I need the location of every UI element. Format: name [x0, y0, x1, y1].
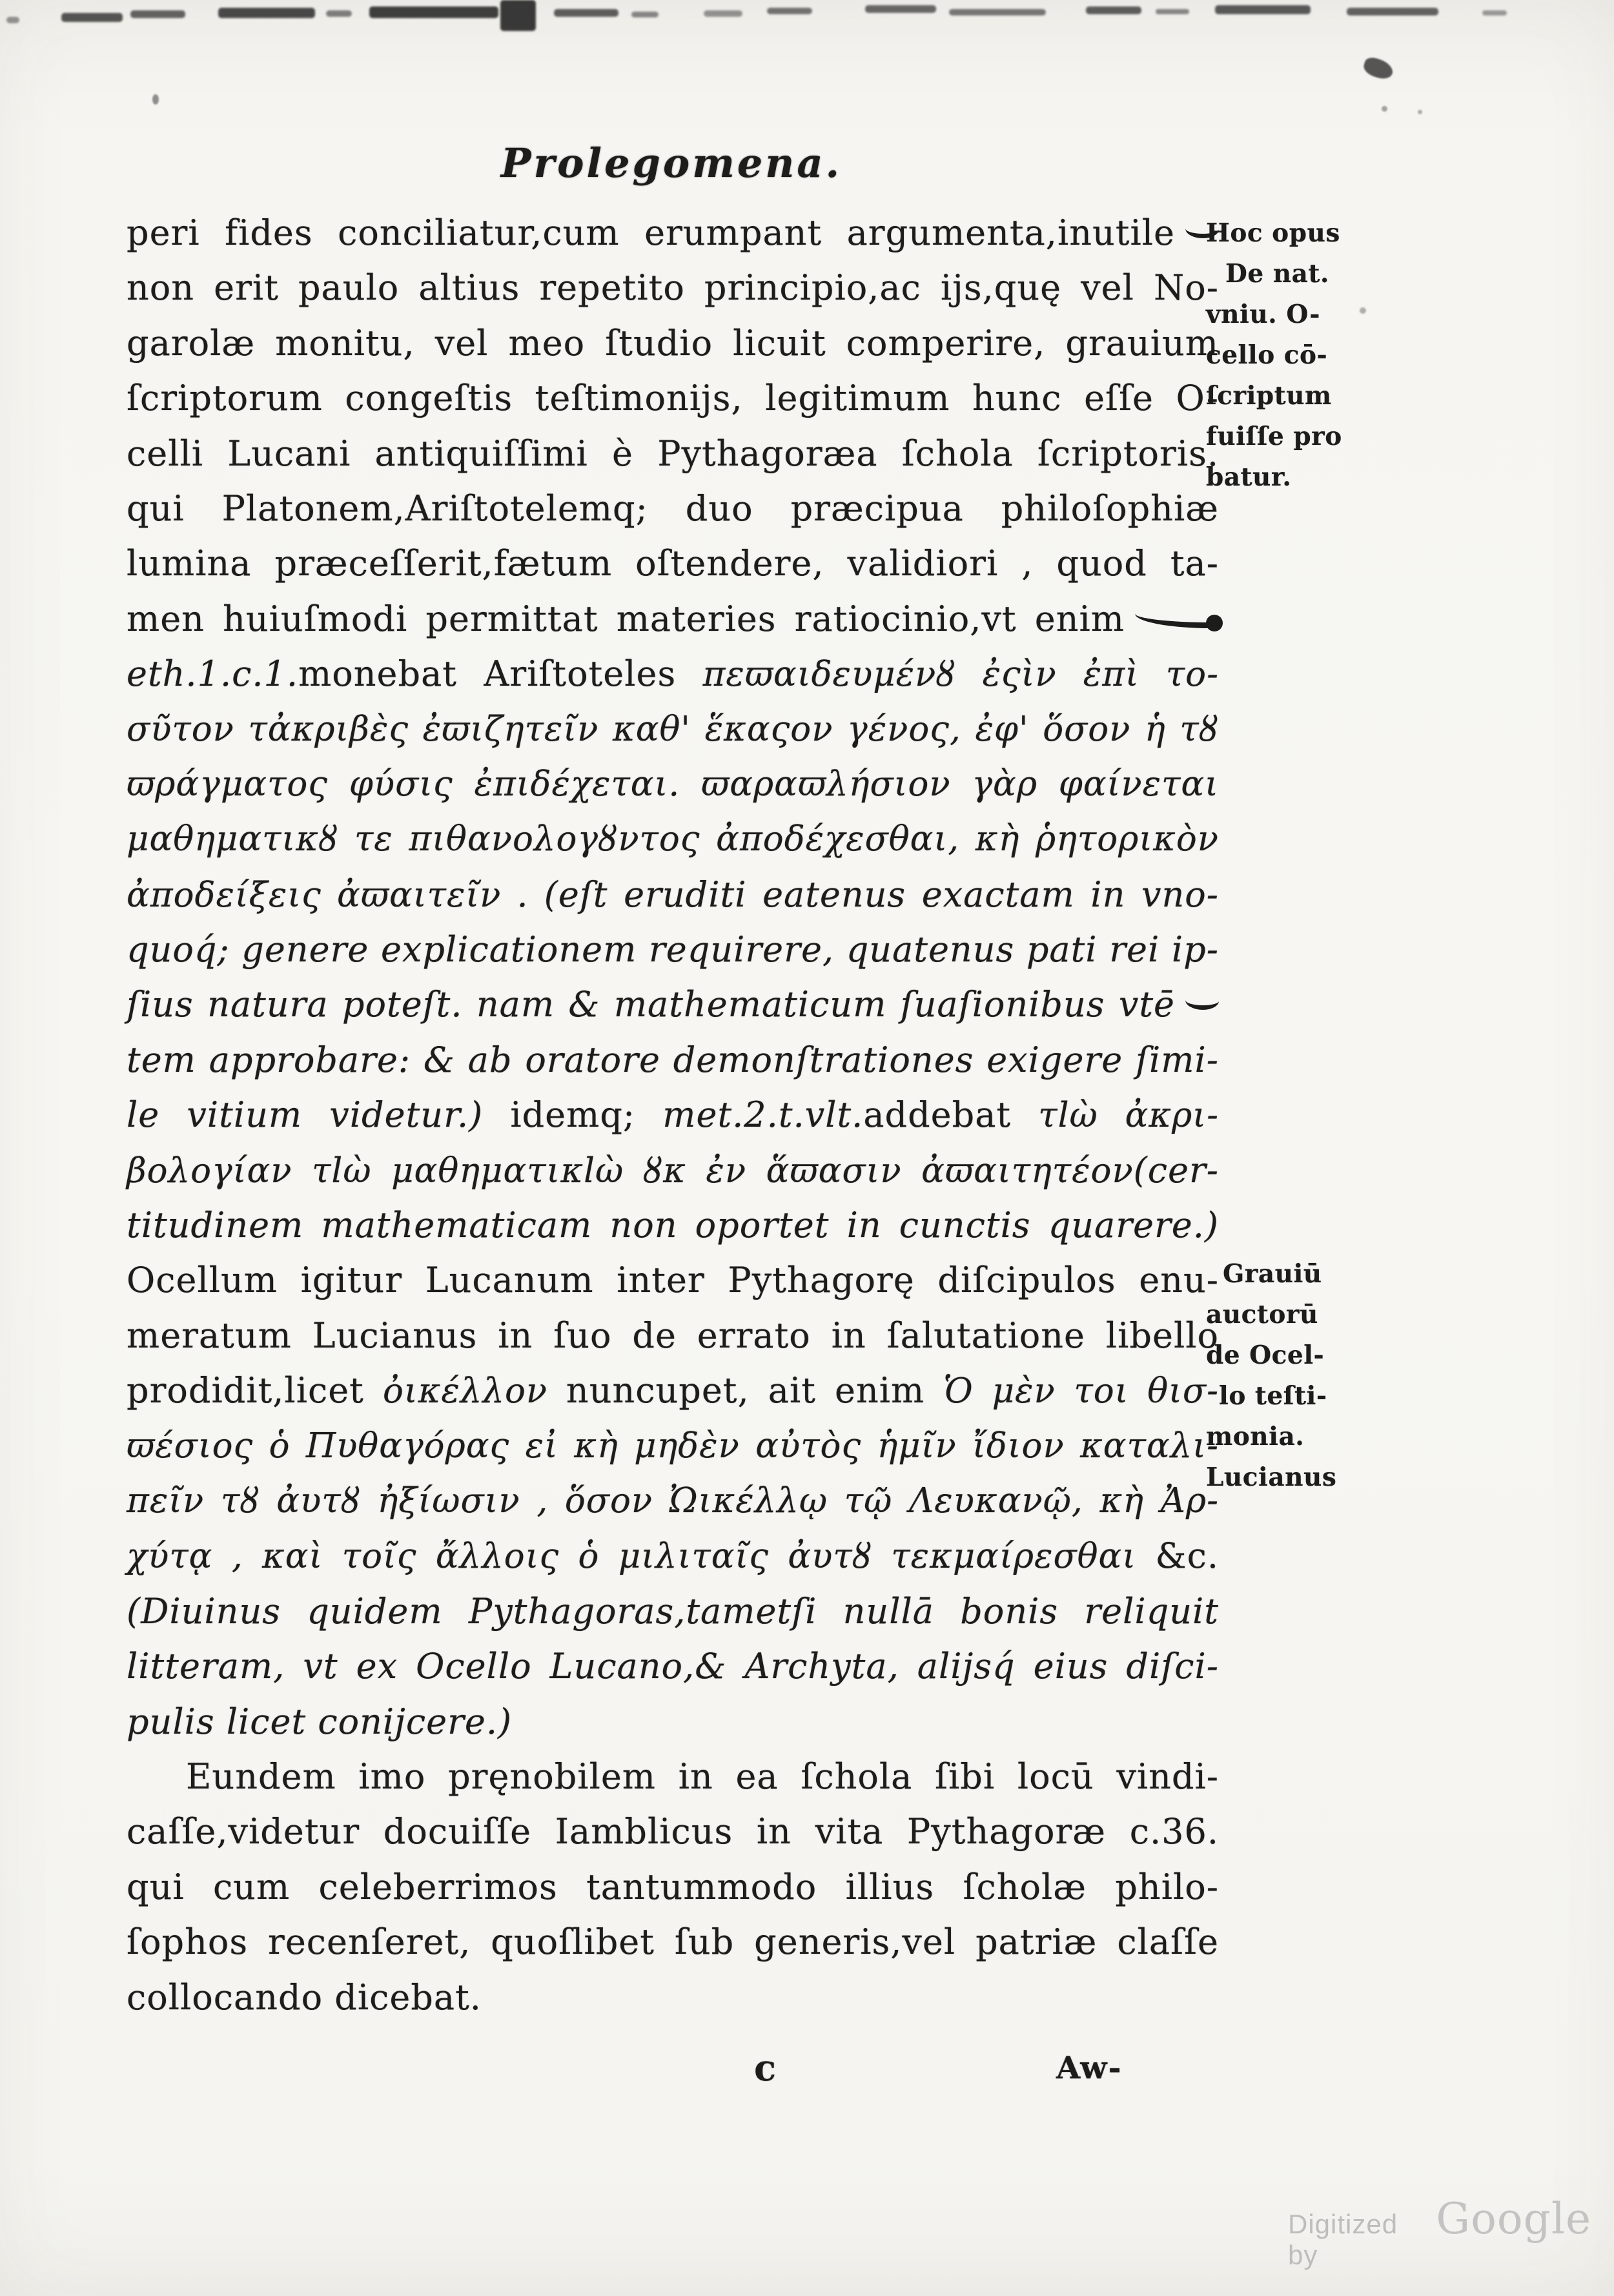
text-line	[127, 260, 1219, 315]
scan-edge-artifact	[767, 8, 812, 14]
italic-text-segment: (Diuinus quidem Pythagoras,tametſi nullā bonis reliquit	[127, 1590, 1219, 1632]
roman-text-segment: ſcriptorum congeſtis teſtimonijs, legitimum hunc eſſe O-	[127, 378, 1219, 419]
roman-text-segment: non erit paulo altius repetito principio,ac ijs,quę vel No-	[127, 267, 1219, 309]
scan-edge-artifact	[865, 5, 936, 13]
text-line	[127, 481, 1219, 536]
italic-text-segment: ſius natura poteſt. nam & mathematicum ſuaſionibus vtē	[127, 984, 1175, 1025]
roman-text-segment: ſophos recenſeret, quoſlibet ſub generis,vel patriæ claſſe	[127, 1922, 1219, 1963]
scan-edge-artifact	[218, 8, 315, 18]
main-text-block	[127, 205, 1219, 2025]
text-line	[127, 1584, 1219, 1639]
roman-text-segment: &c.	[1155, 1535, 1219, 1577]
text-line	[127, 646, 1219, 701]
italic-text-segment: litteram, vt ex Ocello Lucano,& Archyta, alijsq́ eius diſci-	[127, 1646, 1219, 1687]
text-line	[127, 1639, 1219, 1694]
text-line	[127, 1749, 1219, 1804]
margin-note-line: Lucianus	[1206, 1462, 1337, 1492]
roman-text-segment: collocando dicebat.	[127, 1976, 482, 2018]
scan-edge-artifact	[1482, 10, 1507, 15]
watermark-digitized-label: Digitized by	[1288, 2209, 1398, 2270]
margin-note-line: De nat.	[1225, 259, 1329, 289]
roman-text-segment: nuncupet, ait enim	[566, 1370, 944, 1411]
text-line	[127, 1419, 1219, 1473]
text-line	[127, 702, 1219, 757]
margin-note-line: monia.	[1206, 1422, 1305, 1451]
text-line	[127, 757, 1219, 812]
scan-edge-artifact	[631, 12, 659, 17]
margin-note-line: vniu. O-	[1206, 300, 1320, 329]
gathering-signature-mark: c	[754, 2047, 777, 2089]
greek-text-segment: πεϖαιδευμένȣ ἐςὶν ἐπὶ το-	[702, 655, 1219, 695]
margin-note-line: fuiſſe pro	[1206, 422, 1342, 451]
scan-speck-artifact	[1360, 307, 1366, 314]
roman-text-segment: Ocellum igitur Lucanum inter Pythagorę diſcipulos enu-	[127, 1260, 1219, 1301]
italic-text-segment: quoq́; genere explicationem requirere, quatenus pati rei ip-	[127, 929, 1219, 970]
italic-text-segment: met.2.t.vlt.	[662, 1094, 864, 1136]
greek-text-segment: ὀικέλλον	[382, 1371, 566, 1411]
greek-text-segment: μαθηματικȣ τε πιθανολογȣντος ἀποδέχεσθαι, κὴ ῥητορικὸν	[127, 819, 1219, 859]
text-line	[127, 1143, 1219, 1198]
roman-text-segment: celli Lucani antiquiſſimi è Pythagoræa ſchola ſcriptoris.	[127, 433, 1219, 474]
greek-text-segment: βολογίαν τlὼ μαθηματικlὼ ȣκ ἐν ἅϖασιν ἀϖαιτητέον	[127, 1151, 1134, 1191]
roman-text-segment: qui cum celeberrimos tantummodo illius ſcholæ philo-	[127, 1866, 1219, 1907]
greek-text-segment: ϖράγματος φύσις ἐπιδέχεται. ϖαραϖλήσιον γὰρ φαίνεται	[127, 764, 1219, 804]
greek-text-segment: σῦτον τἀκριβὲς ἐϖιζητεῖν καθ' ἕκαςον γένος, ἐφ' ὅσον ἡ τȣ	[127, 709, 1219, 749]
text-line	[127, 1970, 1219, 2025]
text-line	[127, 977, 1219, 1032]
line-end-flourish-icon	[1135, 612, 1219, 628]
text-line	[127, 922, 1219, 977]
scan-edge-artifact	[326, 10, 352, 17]
scan-edge-artifact	[500, 0, 536, 31]
roman-text-segment: monebat Ariſtoteles	[298, 653, 703, 695]
text-line	[127, 1804, 1219, 1859]
scan-speck-artifact	[1382, 106, 1387, 112]
margin-note-line: cello cō-	[1206, 340, 1328, 370]
margin-note-2	[1206, 1254, 1380, 1498]
text-line	[127, 867, 1219, 922]
roman-text-segment: addebat	[863, 1094, 1039, 1136]
italic-text-segment: le vitium videtur.)	[127, 1094, 511, 1136]
google-watermark	[1288, 2194, 1591, 2271]
text-line	[127, 1914, 1219, 1969]
text-line	[127, 1087, 1219, 1142]
greek-text-segment: τlὼ ἀκρι-	[1038, 1096, 1219, 1136]
scan-edge-artifact	[1215, 5, 1311, 14]
scan-speck-artifact	[1418, 110, 1422, 114]
catchword: Aw-	[1056, 2050, 1123, 2086]
page-title: Prolegomena.	[500, 139, 843, 187]
scan-edge-artifact	[949, 9, 1046, 15]
roman-text-segment: caſſe,videtur docuiſſe Iamblicus in vita Pythagoræ c.36.	[127, 1811, 1219, 1852]
scan-edge-artifact	[1086, 6, 1141, 14]
roman-text-segment: men huiuſmodi permittat materies ratiocinio,vt enim	[127, 598, 1125, 639]
greek-text-segment: ἀποδείξεις ἀϖαιτεῖν .	[127, 875, 544, 915]
text-line	[127, 1528, 1219, 1583]
margin-note-line: lo teſti-	[1219, 1381, 1327, 1411]
margin-note-line: Grauiū	[1223, 1259, 1322, 1289]
greek-text-segment: πεῖν τȣ ἀυτȣ ἠξίωσιν , ὅσον Ὠικέλλῳ τῷ Λευκανῷ, κὴ Ἀρ-	[127, 1481, 1219, 1521]
text-line	[127, 426, 1219, 481]
greek-text-segment: ϖέσιος ὁ Πυθαγόρας εἰ κὴ μηδὲν αὐτὸς ἡμῖν ἴδιον καταλι-	[127, 1426, 1219, 1466]
text-line	[127, 1032, 1219, 1087]
roman-text-segment: garolæ monitu, vel meo ſtudio licuit comperire, grauium	[127, 322, 1219, 364]
roman-text-segment: prodidit,licet	[127, 1370, 383, 1411]
scan-edge-artifact	[61, 13, 123, 22]
margin-note-1	[1206, 213, 1380, 498]
greek-text-segment: Ὁ μὲν τοι θισ-	[943, 1371, 1219, 1411]
text-line	[127, 1198, 1219, 1253]
roman-text-segment: Eundem imo pręnobilem in ea ſchola ſibi locū vindi-	[186, 1756, 1219, 1797]
roman-text-segment: lumina præceſſerit,fætum oſtendere, validiori , quod ta-	[127, 543, 1219, 584]
italic-text-segment: (eſt eruditi eatenus exactam in vno-	[544, 874, 1219, 915]
text-line	[127, 1308, 1219, 1363]
text-line	[127, 316, 1219, 371]
text-line	[127, 1473, 1219, 1528]
text-line	[127, 591, 1219, 646]
margin-note-line: batur.	[1206, 462, 1292, 492]
margin-note-line: Hoc opus	[1206, 218, 1340, 248]
italic-text-segment: eth.1.c.1.	[127, 653, 299, 695]
roman-text-segment: idemq;	[510, 1094, 663, 1136]
margin-note-line: ſcriptum	[1206, 381, 1332, 411]
italic-text-segment: titudinem mathematicam non oportet in cunctis quarere.)	[127, 1205, 1219, 1246]
scan-edge-artifact	[704, 10, 742, 17]
italic-text-segment: tem approbare: & ab oratore demonſtrationes exigere ſimi-	[127, 1039, 1219, 1080]
text-line	[127, 1253, 1219, 1307]
text-line	[127, 812, 1219, 866]
scan-edge-artifact	[130, 10, 185, 18]
text-line	[127, 536, 1219, 591]
roman-text-segment: meratum Lucianus in ſuo de errato in ſalutatione libello	[127, 1315, 1219, 1356]
margin-note-line: de Ocel-	[1206, 1340, 1325, 1370]
text-line	[127, 371, 1219, 425]
scan-speck-artifact	[152, 94, 159, 105]
scan-edge-artifact	[1156, 9, 1189, 14]
scan-edge-artifact	[6, 17, 19, 23]
signature-row	[0, 2039, 1614, 2097]
roman-text-segment: peri fides conciliatur,cum erumpant argumenta,inutile	[127, 212, 1175, 253]
scan-edge-artifact	[369, 6, 498, 18]
greek-text-segment: χύτᾳ , καὶ τοῖς ἄλλοις ὁ μιλιταῖς ἀυτȣ τεκμαίρεσθαι	[127, 1537, 1156, 1577]
text-line	[127, 1860, 1219, 1914]
scan-edge-artifact	[554, 9, 618, 17]
roman-text-segment: qui Platonem,Ariſtotelemq; duo præcipua philoſophiæ	[127, 487, 1219, 529]
text-line	[127, 1694, 1219, 1749]
scan-speck-artifact	[1362, 56, 1395, 82]
text-line	[127, 205, 1219, 260]
text-line	[127, 1363, 1219, 1418]
scan-edge-artifact	[1347, 8, 1438, 15]
italic-text-segment: (cer-	[1133, 1149, 1219, 1191]
italic-text-segment: pulis licet conijcere.)	[127, 1701, 513, 1742]
google-logo: Google	[1436, 2194, 1591, 2244]
margin-note-line: auctorū	[1206, 1300, 1318, 1329]
line-end-flourish-icon	[1185, 991, 1219, 1010]
